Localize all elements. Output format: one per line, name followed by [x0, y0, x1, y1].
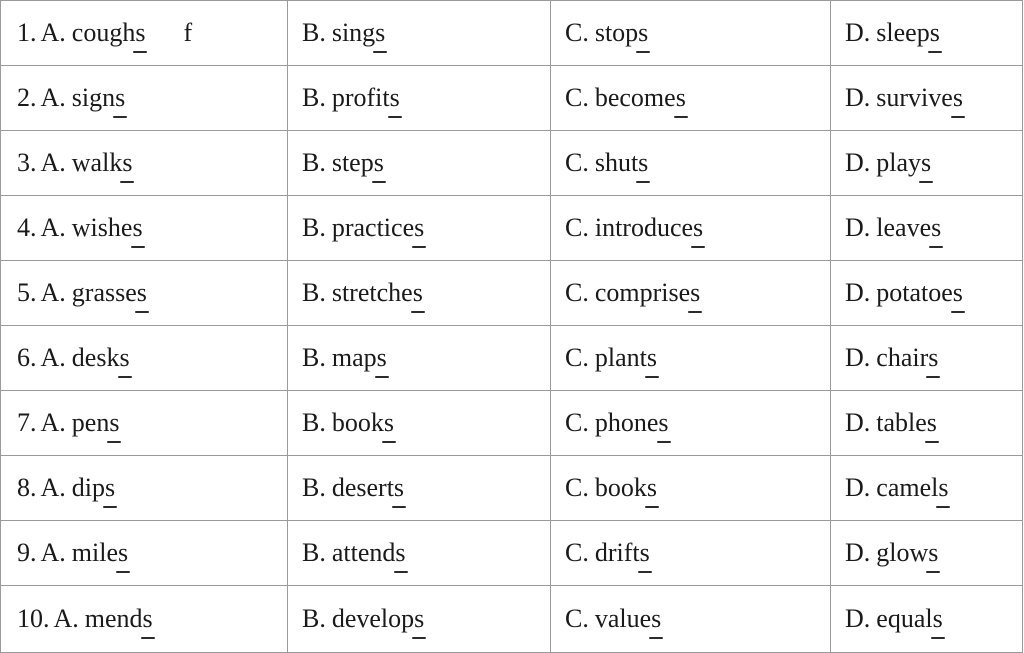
option-word: deserts [331, 473, 405, 502]
option-word: potatoes [876, 278, 963, 307]
option-letter: D. [845, 604, 871, 633]
option-c-cell [551, 326, 831, 391]
option-word: becomes [594, 83, 686, 112]
option-letter: B. [302, 408, 326, 437]
option-word: plays [876, 148, 932, 177]
option-letter: B. [302, 213, 326, 242]
option-d-cell [831, 326, 1023, 391]
option-b-cell [288, 586, 551, 653]
option-b-cell [288, 456, 551, 521]
option-letter: D. [845, 148, 871, 177]
option-a-cell [1, 391, 288, 456]
option-letter: C. [565, 473, 589, 502]
option-word: stretches [331, 278, 423, 307]
table-row [1, 391, 1023, 456]
option-word: pens [71, 408, 120, 437]
option-letter: D. [845, 538, 871, 567]
option-letter: C. [565, 213, 589, 242]
option-word: maps [331, 343, 387, 372]
option-word: survives [876, 83, 963, 112]
option-word: equals [876, 604, 943, 633]
option-d-cell [831, 196, 1023, 261]
option-letter: B. [302, 473, 326, 502]
option-word: sings [331, 18, 386, 47]
option-letter: D. [845, 278, 871, 307]
question-number: 8. [17, 473, 37, 502]
option-word: values [594, 604, 662, 633]
option-a-cell [1, 586, 288, 653]
option-letter: C. [565, 538, 589, 567]
option-word: grasses [71, 278, 147, 307]
option-letter: D. [845, 213, 871, 242]
option-b-cell [288, 196, 551, 261]
option-word: dips [71, 473, 116, 502]
table-row [1, 66, 1023, 131]
option-d-cell [831, 66, 1023, 131]
option-word: phones [594, 408, 669, 437]
option-d-cell [831, 586, 1023, 653]
table-row [1, 521, 1023, 586]
option-a-cell [1, 456, 288, 521]
option-d-cell [831, 391, 1023, 456]
option-letter: C. [565, 83, 589, 112]
option-letter: C. [565, 408, 589, 437]
option-letter: C. [565, 278, 589, 307]
option-a-cell [1, 1, 288, 66]
option-letter: A. [40, 213, 66, 242]
option-letter: B. [302, 604, 326, 633]
option-a-cell [1, 521, 288, 586]
option-word: introduces [594, 213, 704, 242]
option-word: sleeps [876, 18, 940, 47]
option-word: attends [331, 538, 406, 567]
option-word: chairs [876, 343, 939, 372]
option-a-cell [1, 196, 288, 261]
option-letter: B. [302, 538, 326, 567]
option-a-cell [1, 66, 288, 131]
option-letter: B. [302, 18, 326, 47]
option-c-cell [551, 521, 831, 586]
option-c-cell [551, 586, 831, 653]
option-letter: A. [40, 343, 66, 372]
question-number: 1. [17, 18, 37, 47]
option-b-cell [288, 261, 551, 326]
option-letter: A. [40, 83, 66, 112]
option-word: desks [71, 343, 130, 372]
option-c-cell [551, 456, 831, 521]
option-word: signs [71, 83, 126, 112]
option-word: walks [71, 148, 133, 177]
table-row [1, 196, 1023, 261]
option-b-cell [288, 521, 551, 586]
option-letter: C. [565, 148, 589, 177]
table-row [1, 1, 1023, 66]
option-word: miles [71, 538, 129, 567]
question-number: 3. [17, 148, 37, 177]
option-letter: A. [40, 538, 66, 567]
question-number: 2. [17, 83, 37, 112]
option-letter: D. [845, 343, 871, 372]
option-letter: A. [40, 148, 66, 177]
option-b-cell [288, 66, 551, 131]
option-word: glows [876, 538, 939, 567]
option-word: comprises [594, 278, 701, 307]
option-letter: B. [302, 148, 326, 177]
option-word: steps [331, 148, 384, 177]
option-d-cell [831, 521, 1023, 586]
table-row [1, 261, 1023, 326]
option-b-cell [288, 326, 551, 391]
option-c-cell [551, 261, 831, 326]
option-word: drifts [594, 538, 650, 567]
option-c-cell [551, 131, 831, 196]
option-letter: C. [565, 18, 589, 47]
option-letter: B. [302, 278, 326, 307]
question-number: 10. [17, 604, 50, 633]
option-letter: A. [40, 18, 66, 47]
option-c-cell [551, 1, 831, 66]
question-number: 6. [17, 343, 37, 372]
option-word: stops [594, 18, 649, 47]
option-d-cell [831, 1, 1023, 66]
option-b-cell [288, 131, 551, 196]
option-b-cell [288, 1, 551, 66]
option-a-cell [1, 261, 288, 326]
option-d-cell [831, 131, 1023, 196]
stray-mark: f [183, 18, 193, 47]
option-word: coughs [71, 18, 146, 47]
option-letter: C. [565, 604, 589, 633]
option-letter: A. [53, 604, 79, 633]
option-word: plants [594, 343, 657, 372]
option-b-cell [288, 391, 551, 456]
option-c-cell [551, 391, 831, 456]
option-word: books [331, 408, 394, 437]
option-letter: A. [40, 278, 66, 307]
option-letter: D. [845, 473, 871, 502]
table-row [1, 131, 1023, 196]
option-word: camels [876, 473, 949, 502]
option-letter: C. [565, 343, 589, 372]
table-row [1, 326, 1023, 391]
option-letter: B. [302, 83, 326, 112]
table-row [1, 586, 1023, 653]
option-d-cell [831, 261, 1023, 326]
option-letter: A. [40, 473, 66, 502]
option-a-cell [1, 326, 288, 391]
option-c-cell [551, 66, 831, 131]
option-c-cell [551, 196, 831, 261]
option-word: practices [331, 213, 425, 242]
option-word: tables [876, 408, 937, 437]
question-number: 5. [17, 278, 37, 307]
option-letter: A. [40, 408, 66, 437]
option-a-cell [1, 131, 288, 196]
option-letter: D. [845, 83, 871, 112]
option-d-cell [831, 456, 1023, 521]
option-word: books [594, 473, 657, 502]
option-word: leaves [876, 213, 942, 242]
option-word: wishes [71, 213, 143, 242]
option-word: develops [331, 604, 425, 633]
option-letter: D. [845, 408, 871, 437]
option-word: mends [84, 604, 153, 633]
question-number: 7. [17, 408, 37, 437]
table-row [1, 456, 1023, 521]
question-number: 9. [17, 538, 37, 567]
option-letter: D. [845, 18, 871, 47]
option-letter: B. [302, 343, 326, 372]
question-number: 4. [17, 213, 37, 242]
option-word: shuts [594, 148, 649, 177]
option-word: profits [331, 83, 400, 112]
